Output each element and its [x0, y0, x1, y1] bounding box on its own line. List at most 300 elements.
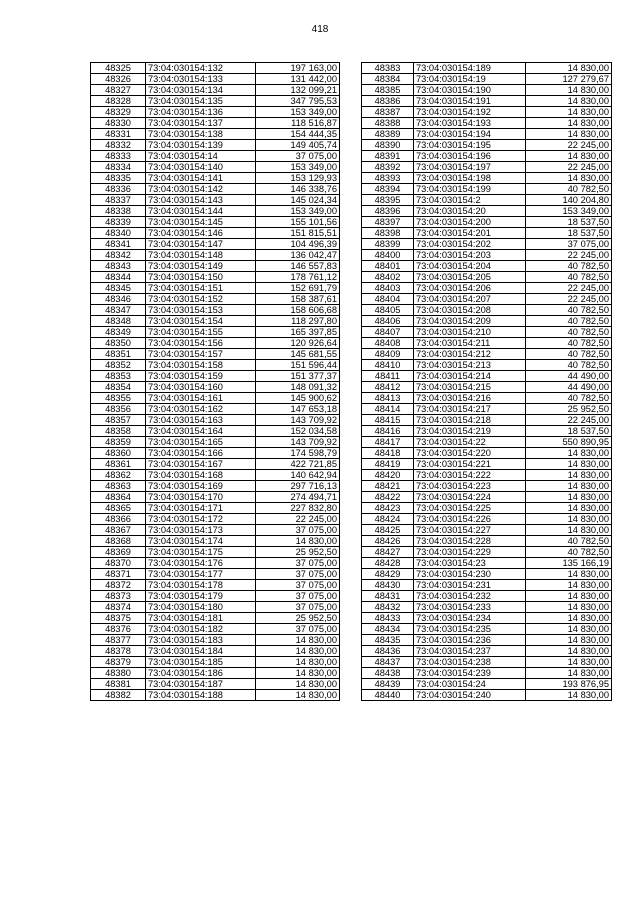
- row-number-cell: 48426: [362, 536, 414, 547]
- cadastral-number-cell: 73:04:030154:212: [414, 349, 526, 360]
- cadastral-number-cell: 73:04:030154:144: [146, 206, 256, 217]
- value-cell: 14 830,00: [526, 569, 612, 580]
- table-row: [91, 272, 340, 283]
- table-row: [91, 657, 340, 668]
- table-row: [362, 426, 612, 437]
- value-cell: 14 830,00: [526, 646, 612, 657]
- value-cell: 153 129,93: [256, 173, 340, 184]
- value-cell: 197 163,00: [256, 63, 340, 74]
- table-row: [91, 118, 340, 129]
- table-row: [91, 327, 340, 338]
- cadastral-number-cell: 73:04:030154:210: [414, 327, 526, 338]
- row-number-cell: 48424: [362, 514, 414, 525]
- table-row: [362, 261, 612, 272]
- row-number-cell: 48355: [91, 393, 146, 404]
- value-cell: 149 405,74: [256, 140, 340, 151]
- cadastral-number-cell: 73:04:030154:226: [414, 514, 526, 525]
- value-cell: 18 537,50: [526, 426, 612, 437]
- table-row: [362, 173, 612, 184]
- row-number-cell: 48345: [91, 283, 146, 294]
- cadastral-number-cell: 73:04:030154:186: [146, 668, 256, 679]
- row-number-cell: 48437: [362, 657, 414, 668]
- cadastral-number-cell: 73:04:030154:222: [414, 470, 526, 481]
- table-row: [362, 624, 612, 635]
- row-number-cell: 48407: [362, 327, 414, 338]
- value-cell: 37 075,00: [256, 602, 340, 613]
- cadastral-number-cell: 73:04:030154:202: [414, 239, 526, 250]
- cadastral-number-cell: 73:04:030154:228: [414, 536, 526, 547]
- row-number-cell: 48371: [91, 569, 146, 580]
- cadastral-number-cell: 73:04:030154:142: [146, 184, 256, 195]
- value-cell: 44 490,00: [526, 371, 612, 382]
- table-row: [91, 173, 340, 184]
- row-number-cell: 48327: [91, 85, 146, 96]
- row-number-cell: 48396: [362, 206, 414, 217]
- table-row: [362, 591, 612, 602]
- table-row: [91, 437, 340, 448]
- table-row: [91, 107, 340, 118]
- value-cell: 145 900,62: [256, 393, 340, 404]
- cadastral-number-cell: 73:04:030154:197: [414, 162, 526, 173]
- table-row: [362, 162, 612, 173]
- value-cell: 18 537,50: [526, 228, 612, 239]
- row-number-cell: 48428: [362, 558, 414, 569]
- cadastral-number-cell: 73:04:030154:213: [414, 360, 526, 371]
- row-number-cell: 48392: [362, 162, 414, 173]
- value-cell: 135 166,19: [526, 558, 612, 569]
- value-cell: 14 830,00: [526, 96, 612, 107]
- value-cell: 146 557,83: [256, 261, 340, 272]
- cadastral-number-cell: 73:04:030154:192: [414, 107, 526, 118]
- value-cell: 44 490,00: [526, 382, 612, 393]
- row-number-cell: 48402: [362, 272, 414, 283]
- cadastral-number-cell: 73:04:030154:174: [146, 536, 256, 547]
- cadastral-number-cell: 73:04:030154:220: [414, 448, 526, 459]
- cadastral-number-cell: 73:04:030154:175: [146, 547, 256, 558]
- value-cell: 14 830,00: [526, 503, 612, 514]
- table-row: [362, 118, 612, 129]
- value-cell: 22 245,00: [526, 283, 612, 294]
- table-row: [91, 338, 340, 349]
- table-row: [91, 63, 340, 74]
- cadastral-number-cell: 73:04:030154:234: [414, 613, 526, 624]
- cadastral-number-cell: 73:04:030154:193: [414, 118, 526, 129]
- cadastral-number-cell: 73:04:030154:159: [146, 371, 256, 382]
- value-cell: 22 245,00: [526, 250, 612, 261]
- row-number-cell: 48336: [91, 184, 146, 195]
- cadastral-number-cell: 73:04:030154:20: [414, 206, 526, 217]
- cadastral-number-cell: 73:04:030154:155: [146, 327, 256, 338]
- table-row: [91, 492, 340, 503]
- table-row: [91, 448, 340, 459]
- row-number-cell: 48419: [362, 459, 414, 470]
- table-row: [91, 140, 340, 151]
- cadastral-number-cell: 73:04:030154:227: [414, 525, 526, 536]
- table-row: [91, 668, 340, 679]
- value-cell: 347 795,53: [256, 96, 340, 107]
- table-row: [91, 151, 340, 162]
- row-number-cell: 48361: [91, 459, 146, 470]
- cadastral-number-cell: 73:04:030154:216: [414, 393, 526, 404]
- value-cell: 40 782,50: [526, 272, 612, 283]
- row-number-cell: 48387: [362, 107, 414, 118]
- cadastral-number-cell: 73:04:030154:147: [146, 239, 256, 250]
- value-cell: 132 099,21: [256, 85, 340, 96]
- value-cell: 174 598,79: [256, 448, 340, 459]
- value-cell: 22 245,00: [526, 294, 612, 305]
- row-number-cell: 48348: [91, 316, 146, 327]
- page-number: 418: [311, 24, 329, 35]
- cadastral-number-cell: 73:04:030154:140: [146, 162, 256, 173]
- row-number-cell: 48376: [91, 624, 146, 635]
- cadastral-number-cell: 73:04:030154:235: [414, 624, 526, 635]
- cadastral-number-cell: 73:04:030154:176: [146, 558, 256, 569]
- table-row: [362, 569, 612, 580]
- row-number-cell: 48440: [362, 690, 414, 701]
- table-row: [362, 151, 612, 162]
- table-row: [362, 448, 612, 459]
- row-number-cell: 48328: [91, 96, 146, 107]
- cadastral-number-cell: 73:04:030154:225: [414, 503, 526, 514]
- cadastral-number-cell: 73:04:030154:233: [414, 602, 526, 613]
- table-row: [91, 525, 340, 536]
- table-row: [362, 107, 612, 118]
- cadastral-number-cell: 73:04:030154:211: [414, 338, 526, 349]
- value-cell: 14 830,00: [256, 657, 340, 668]
- row-number-cell: 48366: [91, 514, 146, 525]
- row-number-cell: 48420: [362, 470, 414, 481]
- cadastral-number-cell: 73:04:030154:221: [414, 459, 526, 470]
- table-row: [362, 668, 612, 679]
- row-number-cell: 48421: [362, 481, 414, 492]
- value-cell: 22 245,00: [526, 415, 612, 426]
- table-row: [91, 580, 340, 591]
- table-row: [362, 514, 612, 525]
- row-number-cell: 48356: [91, 404, 146, 415]
- table-row: [91, 481, 340, 492]
- cadastral-number-cell: 73:04:030154:173: [146, 525, 256, 536]
- row-number-cell: 48381: [91, 679, 146, 690]
- value-cell: 153 349,00: [526, 206, 612, 217]
- table-row: [91, 459, 340, 470]
- row-number-cell: 48342: [91, 250, 146, 261]
- cadastral-number-cell: 73:04:030154:164: [146, 426, 256, 437]
- value-cell: 14 830,00: [526, 481, 612, 492]
- value-cell: 14 830,00: [526, 492, 612, 503]
- cadastral-number-cell: 73:04:030154:138: [146, 129, 256, 140]
- table-row: [91, 635, 340, 646]
- row-number-cell: 48359: [91, 437, 146, 448]
- value-cell: 40 782,50: [526, 338, 612, 349]
- row-number-cell: 48391: [362, 151, 414, 162]
- table-row: [362, 338, 612, 349]
- table-row: [362, 602, 612, 613]
- row-number-cell: 48349: [91, 327, 146, 338]
- value-cell: 297 716,13: [256, 481, 340, 492]
- cadastral-number-cell: 73:04:030154:184: [146, 646, 256, 657]
- value-cell: 146 338,76: [256, 184, 340, 195]
- cadastral-number-cell: 73:04:030154:217: [414, 404, 526, 415]
- cadastral-number-cell: 73:04:030154:219: [414, 426, 526, 437]
- value-cell: 40 782,50: [526, 547, 612, 558]
- value-cell: 165 397,85: [256, 327, 340, 338]
- cadastral-number-cell: 73:04:030154:133: [146, 74, 256, 85]
- value-cell: 143 709,92: [256, 437, 340, 448]
- row-number-cell: 48401: [362, 261, 414, 272]
- value-cell: 40 782,50: [526, 184, 612, 195]
- cadastral-number-cell: 73:04:030154:149: [146, 261, 256, 272]
- value-cell: 40 782,50: [526, 327, 612, 338]
- cadastral-number-cell: 73:04:030154:156: [146, 338, 256, 349]
- table-row: [362, 305, 612, 316]
- table-row: [91, 613, 340, 624]
- value-cell: 14 830,00: [526, 151, 612, 162]
- value-cell: 274 494,71: [256, 492, 340, 503]
- table-row: [91, 360, 340, 371]
- cadastral-number-cell: 73:04:030154:218: [414, 415, 526, 426]
- cadastral-number-cell: 73:04:030154:200: [414, 217, 526, 228]
- cadastral-number-cell: 73:04:030154:240: [414, 690, 526, 701]
- table-row: [362, 657, 612, 668]
- row-number-cell: 48340: [91, 228, 146, 239]
- table-row: [362, 239, 612, 250]
- row-number-cell: 48413: [362, 393, 414, 404]
- table-row: [91, 393, 340, 404]
- cadastral-number-cell: 73:04:030154:146: [146, 228, 256, 239]
- table-row: [362, 525, 612, 536]
- table-row: [362, 217, 612, 228]
- cadastral-number-cell: 73:04:030154:178: [146, 580, 256, 591]
- row-number-cell: 48372: [91, 580, 146, 591]
- cadastral-number-cell: 73:04:030154:165: [146, 437, 256, 448]
- value-cell: 178 761,12: [256, 272, 340, 283]
- row-number-cell: 48330: [91, 118, 146, 129]
- value-cell: 18 537,50: [526, 217, 612, 228]
- cadastral-number-cell: 73:04:030154:236: [414, 635, 526, 646]
- table-row: [362, 613, 612, 624]
- row-number-cell: 48410: [362, 360, 414, 371]
- row-number-cell: 48339: [91, 217, 146, 228]
- cadastral-number-cell: 73:04:030154:239: [414, 668, 526, 679]
- table-row: [91, 129, 340, 140]
- cadastral-number-cell: 73:04:030154:180: [146, 602, 256, 613]
- row-number-cell: 48417: [362, 437, 414, 448]
- table-row: [362, 63, 612, 74]
- table-row: [362, 371, 612, 382]
- row-number-cell: 48377: [91, 635, 146, 646]
- table-row: [91, 503, 340, 514]
- cadastral-number-cell: 73:04:030154:201: [414, 228, 526, 239]
- table-row: [91, 382, 340, 393]
- value-cell: 193 876,95: [526, 679, 612, 690]
- row-number-cell: 48341: [91, 239, 146, 250]
- cadastral-number-cell: 73:04:030154:24: [414, 679, 526, 690]
- table-row: [362, 536, 612, 547]
- cadastral-number-cell: 73:04:030154:170: [146, 492, 256, 503]
- table-row: [362, 481, 612, 492]
- value-cell: 155 101,56: [256, 217, 340, 228]
- value-cell: 40 782,50: [526, 360, 612, 371]
- value-cell: 14 830,00: [256, 635, 340, 646]
- table-row: [362, 85, 612, 96]
- cadastral-number-cell: 73:04:030154:23: [414, 558, 526, 569]
- table-row: [91, 470, 340, 481]
- row-number-cell: 48331: [91, 129, 146, 140]
- cadastral-number-cell: 73:04:030154:208: [414, 305, 526, 316]
- row-number-cell: 48325: [91, 63, 146, 74]
- value-cell: 22 245,00: [256, 514, 340, 525]
- row-number-cell: 48379: [91, 657, 146, 668]
- row-number-cell: 48370: [91, 558, 146, 569]
- value-cell: 14 830,00: [256, 690, 340, 701]
- cadastral-number-cell: 73:04:030154:136: [146, 107, 256, 118]
- cadastral-number-cell: 73:04:030154:157: [146, 349, 256, 360]
- table-row: [362, 349, 612, 360]
- row-number-cell: 48399: [362, 239, 414, 250]
- table-row: [91, 536, 340, 547]
- table-row: [91, 690, 340, 701]
- cadastral-number-cell: 73:04:030154:177: [146, 569, 256, 580]
- table-row: [91, 195, 340, 206]
- table-row: [362, 250, 612, 261]
- value-cell: 40 782,50: [526, 536, 612, 547]
- table-row: [91, 602, 340, 613]
- table-row: [362, 283, 612, 294]
- table-row: [91, 646, 340, 657]
- cadastral-number-cell: 73:04:030154:229: [414, 547, 526, 558]
- value-cell: 154 444,35: [256, 129, 340, 140]
- value-cell: 118 516,87: [256, 118, 340, 129]
- row-number-cell: 48368: [91, 536, 146, 547]
- row-number-cell: 48332: [91, 140, 146, 151]
- row-number-cell: 48412: [362, 382, 414, 393]
- cadastral-number-cell: 73:04:030154:238: [414, 657, 526, 668]
- row-number-cell: 48418: [362, 448, 414, 459]
- cadastral-number-cell: 73:04:030154:135: [146, 96, 256, 107]
- cadastral-number-cell: 73:04:030154:145: [146, 217, 256, 228]
- cadastral-number-cell: 73:04:030154:137: [146, 118, 256, 129]
- value-cell: 158 606,68: [256, 305, 340, 316]
- value-cell: 14 830,00: [526, 668, 612, 679]
- table-row: [91, 426, 340, 437]
- row-number-cell: 48405: [362, 305, 414, 316]
- value-cell: 40 782,50: [526, 316, 612, 327]
- row-number-cell: 48393: [362, 173, 414, 184]
- table-row: [91, 679, 340, 690]
- cadastral-number-cell: 73:04:030154:148: [146, 250, 256, 261]
- value-cell: 148 091,32: [256, 382, 340, 393]
- table-row: [91, 206, 340, 217]
- value-cell: 14 830,00: [526, 129, 612, 140]
- row-number-cell: 48395: [362, 195, 414, 206]
- value-cell: 14 830,00: [526, 624, 612, 635]
- cadastral-number-cell: 73:04:030154:150: [146, 272, 256, 283]
- row-number-cell: 48415: [362, 415, 414, 426]
- row-number-cell: 48409: [362, 349, 414, 360]
- cadastral-number-cell: 73:04:030154:151: [146, 283, 256, 294]
- row-number-cell: 48422: [362, 492, 414, 503]
- value-cell: 104 496,39: [256, 239, 340, 250]
- cadastral-number-cell: 73:04:030154:231: [414, 580, 526, 591]
- table-row: [362, 272, 612, 283]
- value-cell: 151 815,51: [256, 228, 340, 239]
- row-number-cell: 48434: [362, 624, 414, 635]
- row-number-cell: 48404: [362, 294, 414, 305]
- cadastral-number-cell: 73:04:030154:179: [146, 591, 256, 602]
- row-number-cell: 48400: [362, 250, 414, 261]
- value-cell: 40 782,50: [526, 349, 612, 360]
- cadastral-number-cell: 73:04:030154:172: [146, 514, 256, 525]
- cadastral-number-cell: 73:04:030154:194: [414, 129, 526, 140]
- row-number-cell: 48431: [362, 591, 414, 602]
- row-number-cell: 48439: [362, 679, 414, 690]
- value-cell: 14 830,00: [526, 591, 612, 602]
- value-cell: 131 442,00: [256, 74, 340, 85]
- value-cell: 14 830,00: [526, 470, 612, 481]
- value-cell: 145 024,34: [256, 195, 340, 206]
- cadastral-number-cell: 73:04:030154:205: [414, 272, 526, 283]
- row-number-cell: 48358: [91, 426, 146, 437]
- cadastral-number-cell: 73:04:030154:185: [146, 657, 256, 668]
- value-cell: 14 830,00: [526, 657, 612, 668]
- row-number-cell: 48374: [91, 602, 146, 613]
- value-cell: 14 830,00: [526, 118, 612, 129]
- table-row: [362, 547, 612, 558]
- table-row: [362, 503, 612, 514]
- cadastral-number-cell: 73:04:030154:181: [146, 613, 256, 624]
- table-row: [362, 74, 612, 85]
- cadastral-number-cell: 73:04:030154:167: [146, 459, 256, 470]
- table-row: [91, 239, 340, 250]
- cadastral-number-cell: 73:04:030154:152: [146, 294, 256, 305]
- row-number-cell: 48329: [91, 107, 146, 118]
- value-cell: 14 830,00: [256, 646, 340, 657]
- value-cell: 40 782,50: [526, 393, 612, 404]
- cadastral-number-cell: 73:04:030154:203: [414, 250, 526, 261]
- cadastral-number-cell: 73:04:030154:183: [146, 635, 256, 646]
- row-number-cell: 48435: [362, 635, 414, 646]
- cadastral-number-cell: 73:04:030154:224: [414, 492, 526, 503]
- value-cell: 145 681,55: [256, 349, 340, 360]
- row-number-cell: 48363: [91, 481, 146, 492]
- row-number-cell: 48406: [362, 316, 414, 327]
- row-number-cell: 48350: [91, 338, 146, 349]
- cadastral-number-cell: 73:04:030154:132: [146, 63, 256, 74]
- table-row: [91, 569, 340, 580]
- row-number-cell: 48383: [362, 63, 414, 74]
- cadastral-number-cell: 73:04:030154:171: [146, 503, 256, 514]
- row-number-cell: 48352: [91, 360, 146, 371]
- row-number-cell: 48343: [91, 261, 146, 272]
- table-row: [91, 294, 340, 305]
- table-row: [91, 162, 340, 173]
- row-number-cell: 48333: [91, 151, 146, 162]
- row-number-cell: 48427: [362, 547, 414, 558]
- value-cell: 143 709,92: [256, 415, 340, 426]
- value-cell: 14 830,00: [526, 448, 612, 459]
- row-number-cell: 48423: [362, 503, 414, 514]
- value-cell: 147 653,18: [256, 404, 340, 415]
- table-row: [91, 250, 340, 261]
- value-cell: 22 245,00: [526, 162, 612, 173]
- value-cell: 14 830,00: [256, 536, 340, 547]
- table-row: [362, 404, 612, 415]
- table-row: [362, 96, 612, 107]
- table-row: [362, 327, 612, 338]
- table-row: [91, 96, 340, 107]
- row-number-cell: 48346: [91, 294, 146, 305]
- cadastral-number-cell: 73:04:030154:162: [146, 404, 256, 415]
